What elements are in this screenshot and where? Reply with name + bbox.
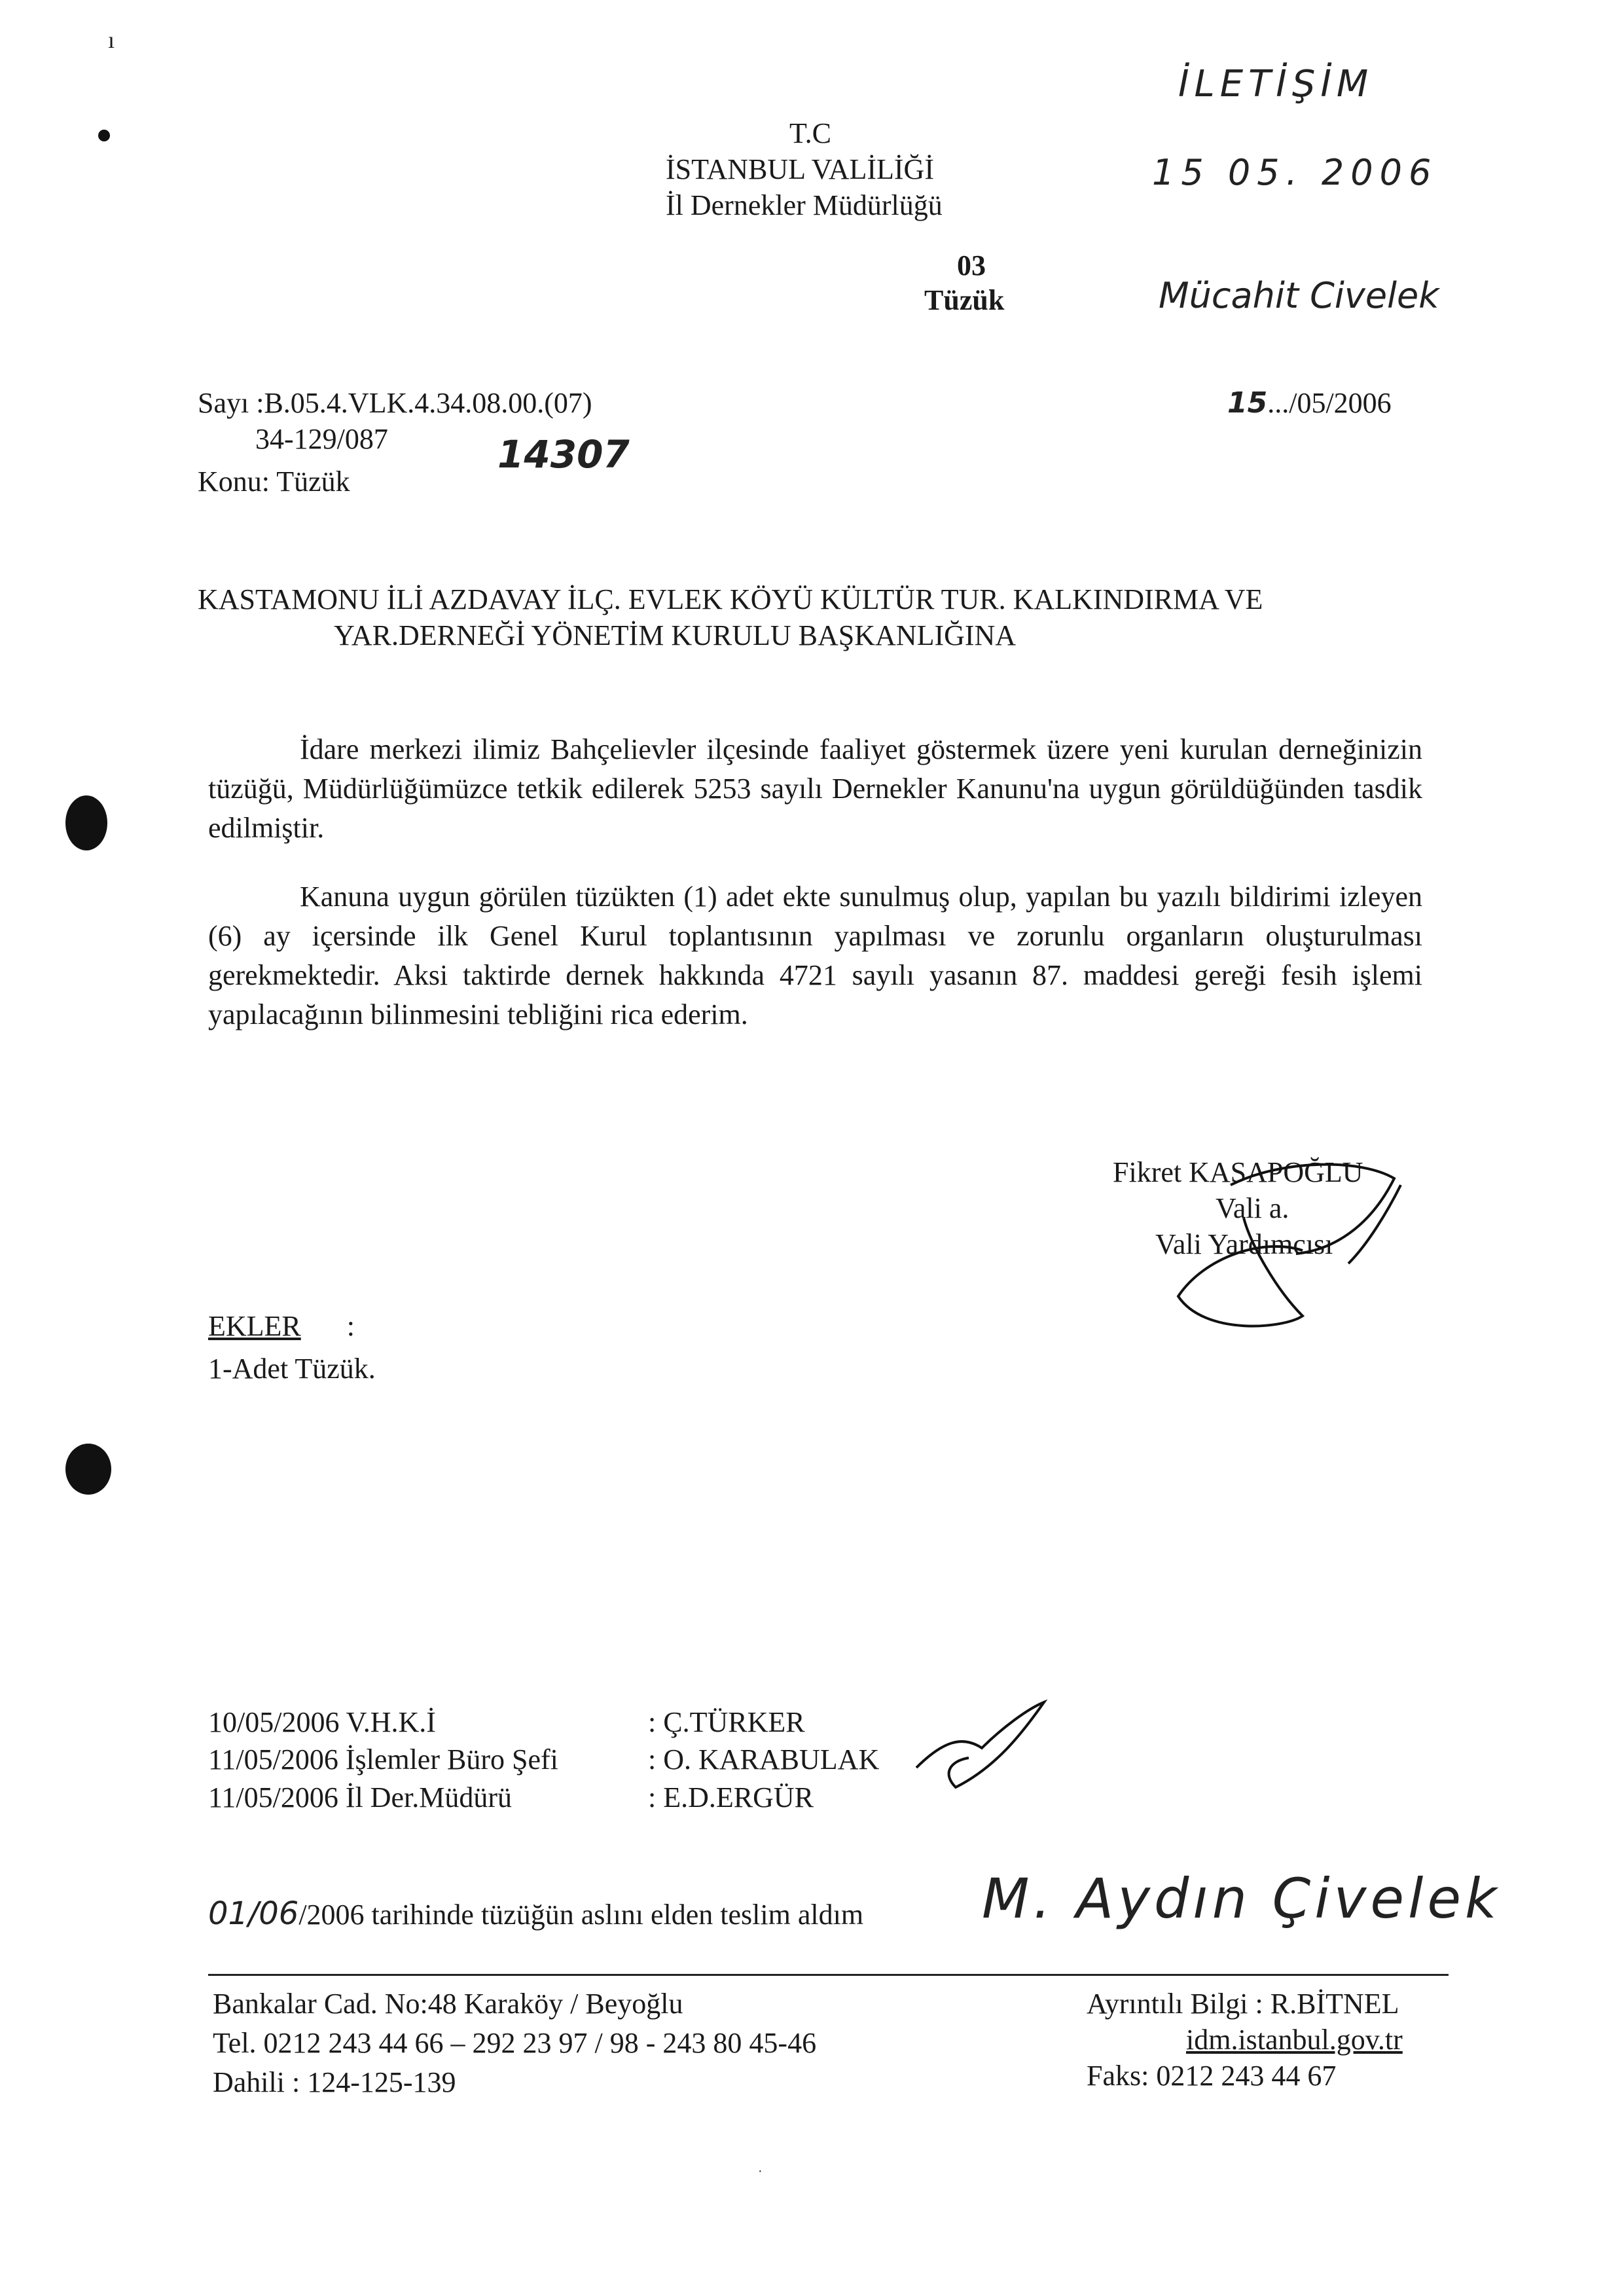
approval-date-2: 11/05/2006 İşlemler Büro Şefi xyxy=(208,1743,558,1776)
punch-hole-middle xyxy=(65,795,107,850)
signature-name: Fikret KASAPOĞLU xyxy=(1113,1156,1363,1188)
footer-web[interactable]: idm.istanbul.gov.tr xyxy=(1186,2024,1403,2056)
footer-fax: Faks: 0212 243 44 67 xyxy=(1087,2060,1337,2092)
header-office: İSTANBUL VALİLİĞİ xyxy=(666,153,934,185)
footer-info: Ayrıntılı Bilgi : R.BİTNEL xyxy=(1087,1988,1399,2020)
approval-row xyxy=(208,1781,512,1815)
reference-sayi: Sayı :B.05.4.VLK.4.34.08.00.(07) xyxy=(198,387,592,419)
scan-mark: ı xyxy=(108,27,115,53)
approval-name-3: : E.D.ERGÜR xyxy=(648,1781,814,1813)
receipt-line xyxy=(208,1895,863,1933)
body-paragraph-2: Kanuna uygun görülen tüzükten (1) adet ekte sunulmuş olup, yapılan bu yazılı bildirimi izleyen (6) ay içersinde ilk Genel Kurul toplantısının yapılması ve zorunlu organların oluşturulması gerekmektedir. Aksi taktirde dernek hakkında 4721 sayılı yasanın 87. maddesi gereği fesih işlemi yapılacağının bilinmesini tebliğini rica ederim. xyxy=(208,881,1422,1030)
signature-line2: Vali a. xyxy=(1216,1192,1289,1224)
reference-date-prefix: 15 xyxy=(1227,386,1268,420)
handwritten-date: 15 05. 2006 xyxy=(1152,152,1438,193)
punch-hole-bottom xyxy=(65,1444,111,1495)
attachments-colon: : xyxy=(346,1310,355,1342)
attachments-label xyxy=(208,1309,355,1344)
approval-row xyxy=(208,1743,558,1777)
receipt-date-hand: 01/06 xyxy=(208,1895,299,1932)
approval-date-1: 10/05/2006 V.H.K.İ xyxy=(208,1706,436,1738)
handwritten-name: Mücahit Civelek xyxy=(1159,275,1439,316)
reference-date-suffix: .../05/2006 xyxy=(1267,387,1392,419)
attachments-title: EKLER xyxy=(208,1310,301,1342)
footer-divider xyxy=(208,1974,1449,1976)
footer-address: Bankalar Cad. No:48 Karaköy / Beyoğlu xyxy=(213,1988,683,2020)
footer-dahili: Dahili : 124-125-139 xyxy=(213,2066,456,2098)
receipt-text: /2006 tarihinde tüzüğün aslını elden teslim aldım xyxy=(298,1899,864,1931)
file-label: Tüzük xyxy=(924,284,1005,316)
signature-line3: Vali Yardımcısı xyxy=(1155,1228,1333,1260)
reference-number: 34-129/087 xyxy=(255,423,388,455)
body-paragraph-1: İdare merkezi ilimiz Bahçelievler ilçesinde faaliyet göstermek üzere yeni kurulan derneğinizin tüzüğü, Müdürlüğümüzce tetkik edilerek 5253 sayılı Dernekler Kanunu'na uygun görüldüğünden tasdik edilmiştir. xyxy=(208,733,1422,844)
file-number: 03 xyxy=(957,249,986,282)
attachments-item: 1-Adet Tüzük. xyxy=(208,1353,376,1385)
approval-name-2: : O. KARABULAK xyxy=(648,1743,880,1776)
punch-hole-top xyxy=(98,130,110,141)
approval-row xyxy=(208,1705,436,1740)
header-department: İl Dernekler Müdürlüğü xyxy=(666,189,943,221)
handwritten-iletisim: İLETİŞİM xyxy=(1178,63,1374,105)
scan-dot: · xyxy=(758,2164,763,2179)
recipient-line1: KASTAMONU İLİ AZDAVAY İLÇ. EVLEK KÖYÜ KÜLTÜR TUR. KALKINDIRMA VE xyxy=(198,583,1263,615)
footer-tel: Tel. 0212 243 44 66 – 292 23 97 / 98 - 243 80 45-46 xyxy=(213,2027,817,2059)
reference-konu: Konu: Tüzük xyxy=(198,465,350,498)
header-tc: T.C xyxy=(789,117,831,149)
recipient-line2: YAR.DERNEĞİ YÖNETİM KURULU BAŞKANLIĞINA xyxy=(334,619,1017,651)
approval-date-3: 11/05/2006 İl Der.Müdürü xyxy=(208,1781,512,1813)
handwritten-reference-number: 14307 xyxy=(497,432,630,477)
approval-name-1: : Ç.TÜRKER xyxy=(648,1706,805,1738)
receipt-handwritten-name: M. Aydın Çivelek xyxy=(982,1867,1501,1931)
reference-date xyxy=(1227,386,1392,421)
signature-scribble xyxy=(1152,1139,1414,1336)
approval-initials xyxy=(903,1696,1054,1800)
